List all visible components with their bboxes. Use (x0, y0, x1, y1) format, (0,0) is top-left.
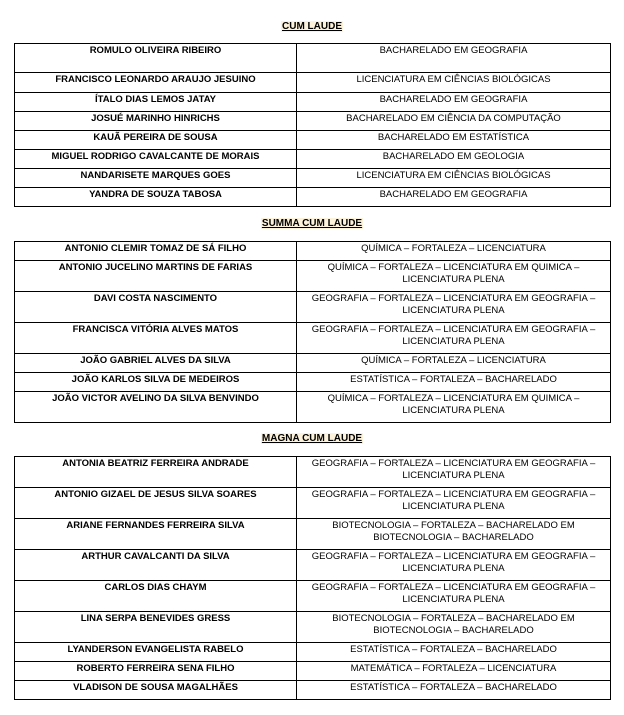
section-title-text: SUMMA CUM LAUDE (261, 218, 363, 229)
student-name: LYANDERSON EVANGELISTA RABELO (15, 643, 297, 662)
student-name: VLADISON DE SOUSA MAGALHÃES (15, 681, 297, 700)
course-name: LICENCIATURA EM CIÊNCIAS BIOLÓGICAS (297, 169, 611, 188)
course-name: GEOGRAFIA – FORTALEZA – LICENCIATURA EM GEOGRAFIA – LICENCIATURA PLENA (297, 488, 611, 519)
student-name: ROBERTO FERREIRA SENA FILHO (15, 662, 297, 681)
course-name: QUÍMICA – FORTALEZA – LICENCIATURA EM QUIMICA – LICENCIATURA PLENA (297, 261, 611, 292)
student-name: ANTONIO GIZAEL DE JESUS SILVA SOARES (15, 488, 297, 519)
table-row (15, 354, 611, 373)
student-name: NANDARISETE MARQUES GOES (15, 169, 297, 188)
student-name: ANTONIO JUCELINO MARTINS DE FARIAS (15, 261, 297, 292)
course-name: BACHARELADO EM CIÊNCIA DA COMPUTAÇÃO (297, 112, 611, 131)
student-name: JOÃO VICTOR AVELINO DA SILVA BENVINDO (15, 392, 297, 423)
student-name: ANTONIA BEATRIZ FERREIRA ANDRADE (15, 457, 297, 488)
student-name: FRANCISCA VITÓRIA ALVES MATOS (15, 323, 297, 354)
student-name: ARTHUR CAVALCANTI DA SILVA (15, 550, 297, 581)
table-cum-laude (14, 43, 611, 207)
course-name: QUÍMICA – FORTALEZA – LICENCIATURA (297, 354, 611, 373)
table-row (15, 457, 611, 488)
table-row (15, 150, 611, 169)
table-row (15, 643, 611, 662)
table-summa-cum-laude (14, 241, 611, 423)
table-row (15, 188, 611, 207)
course-name: BACHARELADO EM GEOGRAFIA (297, 188, 611, 207)
table-row (15, 261, 611, 292)
table-row (15, 681, 611, 700)
section-title-summa-cum-laude (0, 217, 624, 231)
section-title-text: MAGNA CUM LAUDE (261, 433, 363, 444)
student-name: LINA SERPA BENEVIDES GRESS (15, 612, 297, 643)
course-name: GEOGRAFIA – FORTALEZA – LICENCIATURA EM GEOGRAFIA – LICENCIATURA PLENA (297, 323, 611, 354)
course-name: BACHARELADO EM GEOLOGIA (297, 150, 611, 169)
section-title-text: CUM LAUDE (282, 21, 342, 32)
student-name: MIGUEL RODRIGO CAVALCANTE DE MORAIS (15, 150, 297, 169)
course-name: GEOGRAFIA – FORTALEZA – LICENCIATURA EM GEOGRAFIA – LICENCIATURA PLENA (297, 581, 611, 612)
course-name: BIOTECNOLOGIA – FORTALEZA – BACHARELADO EM BIOTECNOLOGIA – BACHARELADO (297, 519, 611, 550)
course-name: MATEMÁTICA – FORTALEZA – LICENCIATURA (297, 662, 611, 681)
table-magna-cum-laude (14, 456, 611, 700)
table-row (15, 612, 611, 643)
table-row (15, 292, 611, 323)
table-row (15, 323, 611, 354)
course-name: BACHARELADO EM ESTATÍSTICA (297, 131, 611, 150)
table-row (15, 73, 611, 93)
table-row (15, 488, 611, 519)
section-title-cum-laude (0, 20, 624, 34)
student-name: JOÃO KARLOS SILVA DE MEDEIROS (15, 373, 297, 392)
table-row (15, 662, 611, 681)
table-row (15, 550, 611, 581)
table-row (15, 392, 611, 423)
course-name: LICENCIATURA EM CIÊNCIAS BIOLÓGICAS (297, 73, 611, 93)
course-name: ESTATÍSTICA – FORTALEZA – BACHARELADO (297, 373, 611, 392)
student-name: ARIANE FERNANDES FERREIRA SILVA (15, 519, 297, 550)
table-row (15, 169, 611, 188)
course-name: GEOGRAFIA – FORTALEZA – LICENCIATURA EM GEOGRAFIA – LICENCIATURA PLENA (297, 457, 611, 488)
student-name: KAUÃ PEREIRA DE SOUSA (15, 131, 297, 150)
table-row (15, 112, 611, 131)
table-row (15, 519, 611, 550)
table-row (15, 44, 611, 73)
student-name: FRANCISCO LEONARDO ARAUJO JESUINO (15, 73, 297, 93)
course-name: ESTATÍSTICA – FORTALEZA – BACHARELADO (297, 681, 611, 700)
student-name: YANDRA DE SOUZA TABOSA (15, 188, 297, 207)
student-name: CARLOS DIAS CHAYM (15, 581, 297, 612)
student-name: ANTONIO CLEMIR TOMAZ DE SÁ FILHO (15, 242, 297, 261)
course-name: GEOGRAFIA – FORTALEZA – LICENCIATURA EM GEOGRAFIA – LICENCIATURA PLENA (297, 550, 611, 581)
table-row (15, 93, 611, 112)
course-name: ESTATÍSTICA – FORTALEZA – BACHARELADO (297, 643, 611, 662)
student-name: ÍTALO DIAS LEMOS JATAY (15, 93, 297, 112)
course-name: GEOGRAFIA – FORTALEZA – LICENCIATURA EM GEOGRAFIA – LICENCIATURA PLENA (297, 292, 611, 323)
student-name: JOSUÉ MARINHO HINRICHS (15, 112, 297, 131)
table-row (15, 242, 611, 261)
course-name: QUÍMICA – FORTALEZA – LICENCIATURA (297, 242, 611, 261)
course-name: QUÍMICA – FORTALEZA – LICENCIATURA EM QUIMICA – LICENCIATURA PLENA (297, 392, 611, 423)
section-title-magna-cum-laude (0, 432, 624, 446)
course-name: BACHARELADO EM GEOGRAFIA (297, 93, 611, 112)
course-name: BIOTECNOLOGIA – FORTALEZA – BACHARELADO EM BIOTECNOLOGIA – BACHARELADO (297, 612, 611, 643)
student-name: DAVI COSTA NASCIMENTO (15, 292, 297, 323)
student-name: ROMULO OLIVEIRA RIBEIRO (15, 44, 297, 73)
table-row (15, 373, 611, 392)
table-row (15, 131, 611, 150)
course-name: BACHARELADO EM GEOGRAFIA (297, 44, 611, 73)
student-name: JOÃO GABRIEL ALVES DA SILVA (15, 354, 297, 373)
table-row (15, 581, 611, 612)
